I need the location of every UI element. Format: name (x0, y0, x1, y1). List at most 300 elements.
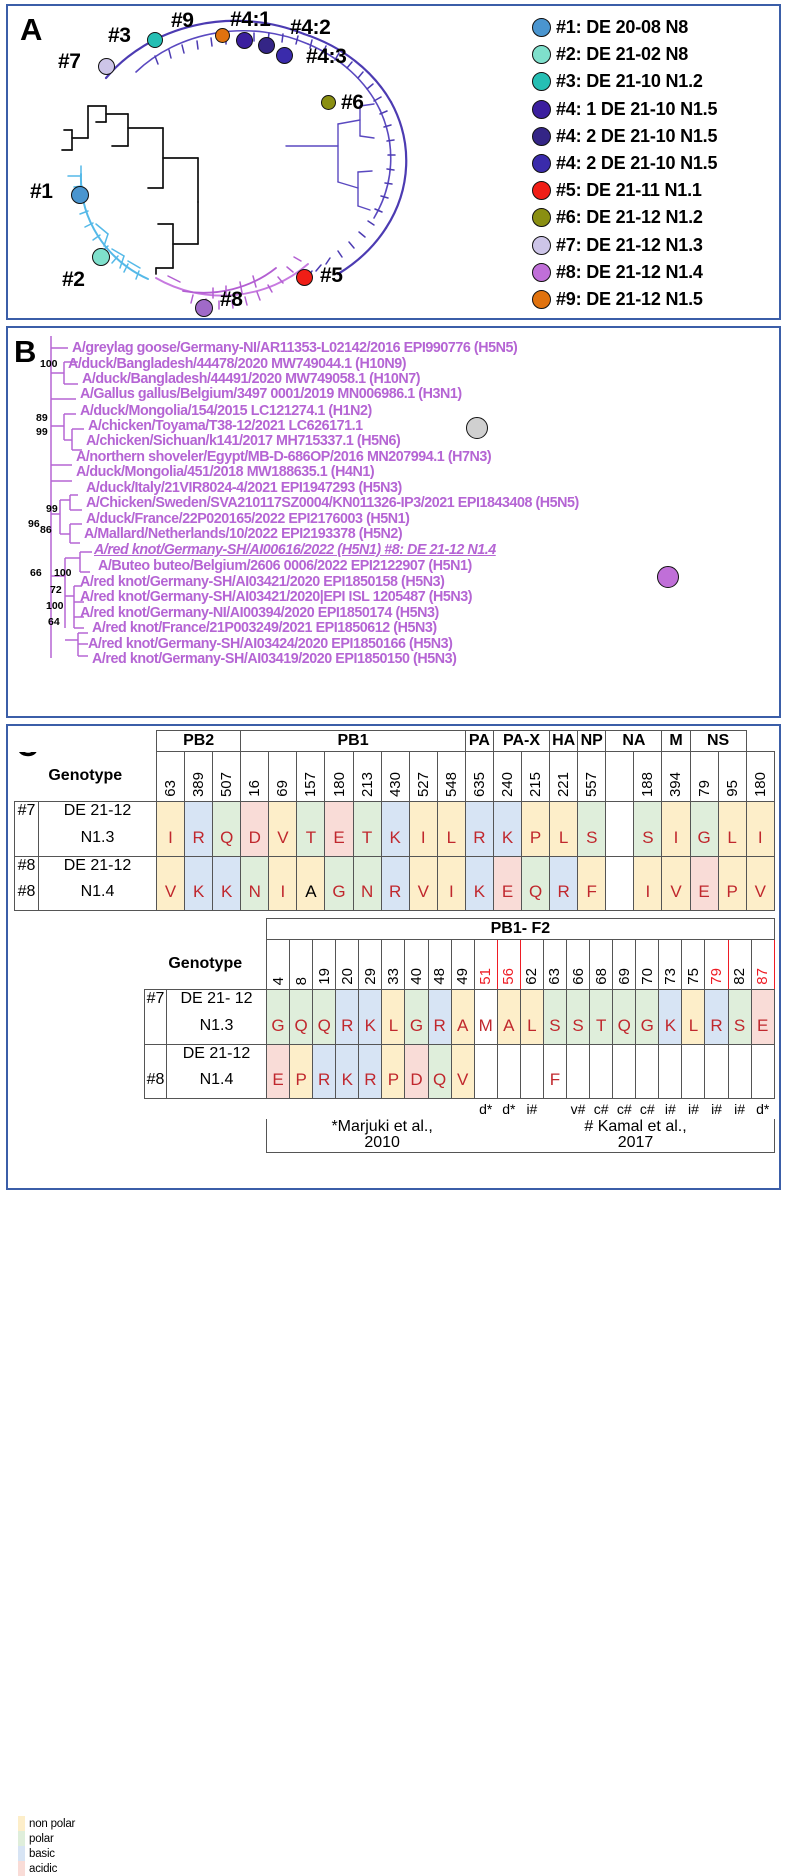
mutation-cell-bg-2 (705, 990, 728, 1009)
footnote-marker-text: i# (526, 1100, 538, 1117)
tip-dot-7 (98, 58, 115, 75)
footnote-marker (359, 1099, 382, 1119)
genotype-number: #7 (15, 802, 39, 821)
amino-acid-cell-2 (520, 1063, 543, 1099)
position-header-2 (405, 940, 428, 990)
bootstrap-value: 99 (46, 503, 58, 515)
footnote-marker (567, 1099, 590, 1119)
footnote-spacer (145, 1099, 267, 1119)
genotype-name-2-line2: N1.3 (167, 1008, 267, 1044)
segment-header: M (662, 731, 690, 752)
legend-color-dot (532, 181, 551, 200)
mutation-cell-bg (662, 856, 690, 875)
legend-item (532, 286, 717, 313)
taxon-label: A/chicken/Toyama/T38-12/2021 LC626171.1 (88, 418, 363, 434)
footnote-marker-text: c# (593, 1100, 609, 1117)
position-header-2 (659, 940, 682, 990)
position-number-2: 75 (684, 968, 702, 985)
tip-dot-5 (296, 269, 313, 286)
position-number-2: 70 (638, 968, 656, 985)
amino-acid-cell-2: E (751, 1008, 774, 1044)
mutation-cell-bg (213, 856, 241, 875)
tip-label-8: #8 (220, 288, 243, 311)
tip-label-7: #7 (58, 50, 81, 73)
property-key-label: acidic (29, 1862, 58, 1875)
mutation-cell-bg-2 (267, 990, 290, 1009)
pb1f2-row-bottom (145, 1008, 775, 1044)
reference-kamal (497, 1119, 774, 1153)
bootstrap-value: 72 (50, 584, 62, 596)
position-header (269, 752, 297, 802)
mutation-cell-bg-2 (659, 990, 682, 1009)
position-header (409, 752, 437, 802)
amino-acid-cell: N (241, 875, 269, 911)
genotype-header: Genotype (15, 752, 157, 802)
position-number-2: 4 (269, 976, 287, 985)
bootstrap-value: 66 (30, 567, 42, 579)
mutation-cell-bg (606, 856, 634, 875)
genotype-legend (532, 14, 717, 313)
mutation-cell-bg (662, 802, 690, 821)
legend-label: #4: 2 DE 21-10 N1.5 (556, 153, 718, 174)
amino-acid-cell: G (325, 875, 353, 911)
mutation-cell-bg (634, 856, 662, 875)
legend-color-dot (532, 127, 551, 146)
footnote-marker-text: i# (664, 1100, 676, 1117)
genotype-number-4: #8 (145, 1063, 167, 1099)
reference-kamal-line2: 2017 (617, 1134, 654, 1152)
amino-acid-cell: E (690, 875, 718, 911)
bootstrap-value: 89 (36, 412, 48, 424)
footnote-marker (705, 1099, 728, 1119)
position-header-2 (451, 940, 474, 990)
mutation-cell-bg (437, 802, 465, 821)
amino-acid-cell-2: G (405, 1008, 428, 1044)
position-header (690, 752, 718, 802)
position-header (297, 752, 325, 802)
position-number: 394 (667, 771, 685, 797)
bootstrap-value: 100 (46, 600, 64, 612)
tip-dot-4-3 (276, 47, 293, 64)
genotype-name-line2: N1.4 (39, 875, 157, 911)
genotype-number-4 (145, 1008, 167, 1044)
mutation-cell-bg (409, 802, 437, 821)
tip-label-4-2: #4:2 (290, 16, 331, 39)
property-key-item (18, 1831, 75, 1846)
amino-acid-cell: S (578, 820, 606, 856)
segment-header: NP (578, 731, 606, 752)
footnote-marker (728, 1099, 751, 1119)
mutation-cell-bg-2 (682, 1044, 705, 1063)
mutation-cell-bg (465, 856, 493, 875)
position-number-2: 29 (361, 968, 379, 985)
mutation-cell-bg-2 (336, 990, 359, 1009)
position-header-2 (636, 940, 659, 990)
position-header-2 (590, 940, 613, 990)
footnote-marker-text: i# (711, 1100, 722, 1117)
property-key-swatch (18, 1861, 25, 1876)
reference-row (145, 1119, 775, 1153)
footnote-marker (659, 1099, 682, 1119)
mutation-cell-bg-2 (405, 1044, 428, 1063)
legend-color-dot (532, 290, 551, 309)
mutation-cell-bg (269, 856, 297, 875)
amino-acid-cell-2: P (290, 1063, 313, 1099)
segment-header: NS (690, 731, 746, 752)
footnote-marker (590, 1099, 613, 1119)
position-header-2 (751, 940, 774, 990)
mutation-cell-bg-2 (382, 990, 405, 1009)
legend-item (532, 232, 717, 259)
position-number: 157 (302, 771, 320, 797)
amino-acid-cell-2: K (659, 1008, 682, 1044)
mutation-cell-bg-2 (405, 990, 428, 1009)
amino-acid-cell: I (634, 875, 662, 911)
mutation-cell-bg-2 (590, 990, 613, 1009)
bootstrap-value: 100 (54, 567, 72, 579)
amino-acid-cell-2: A (451, 1008, 474, 1044)
position-header-row (15, 752, 775, 802)
mutation-cell-bg-2 (728, 1044, 751, 1063)
amino-acid-cell-2: S (728, 1008, 751, 1044)
position-header-2 (613, 940, 636, 990)
legend-label: #1: DE 20-08 N8 (556, 17, 689, 38)
amino-acid-cell: G (690, 820, 718, 856)
bootstrap-value: 99 (36, 426, 48, 438)
tip-label-2: #2 (62, 268, 85, 291)
property-key-swatch (18, 1816, 25, 1831)
taxon-label: A/red knot/Germany-NI/AI00394/2020 EPI1850174 (H5N3) (80, 605, 439, 621)
position-header (213, 752, 241, 802)
footnote-marker (451, 1099, 474, 1119)
position-number: 213 (358, 771, 376, 797)
tip-dot-6 (321, 95, 336, 110)
taxon-label: A/Chicken/Sweden/SVA210117SZ0004/KN011326-IP3/2021 EPI1843408 (H5N5) (86, 495, 579, 511)
amino-acid-cell: L (550, 820, 578, 856)
amino-acid-cell-2 (474, 1063, 497, 1099)
amino-acid-cell-2: Q (290, 1008, 313, 1044)
position-number: 63 (162, 780, 180, 797)
amino-acid-cell: I (409, 820, 437, 856)
mutation-cell-bg (241, 802, 269, 821)
genotype-name-line1: DE 21-12 (39, 856, 157, 875)
position-number: 188 (639, 771, 657, 797)
mutation-cell-bg-2 (474, 990, 497, 1009)
position-header-2 (267, 940, 290, 990)
footnote-marker-text: v# (570, 1100, 586, 1117)
bootstrap-value: 96 (28, 518, 40, 530)
mutation-cell-bg (522, 856, 550, 875)
panel-b (6, 326, 781, 718)
taxon-label: A/duck/Bangladesh/44491/2020 MW749058.1 (H10N7) (82, 371, 421, 387)
genotype-name-line1: DE 21-12 (39, 802, 157, 821)
amino-acid-cell-2: G (267, 1008, 290, 1044)
legend-color-dot (532, 236, 551, 255)
genotype-number-2 (15, 820, 39, 856)
amino-acid-cell-2 (682, 1063, 705, 1099)
tip-dot-9 (215, 28, 230, 43)
mutation-cell-bg (465, 802, 493, 821)
property-key-swatch (18, 1846, 25, 1861)
property-key-swatch (18, 1831, 25, 1846)
mutation-cell-bg-2 (636, 1044, 659, 1063)
reference-marjuki-line1: *Marjuki et al., (331, 1117, 433, 1135)
mutation-cell-bg (185, 802, 213, 821)
mutation-cell-bg-2 (728, 990, 751, 1009)
amino-acid-cell (606, 820, 634, 856)
position-number: 548 (442, 771, 460, 797)
position-header (522, 752, 550, 802)
mutation-cell-bg-2 (359, 1044, 382, 1063)
property-key-label: basic (29, 1847, 55, 1860)
mutation-cell-bg (241, 856, 269, 875)
mutation-cell-bg-2 (497, 990, 520, 1009)
legend-label: #4: 2 DE 21-10 N1.5 (556, 125, 718, 146)
footnote-marker (474, 1099, 497, 1119)
amino-acid-cell: E (493, 875, 521, 911)
tip-label-4-1: #4:1 (230, 8, 271, 31)
taxon-label: A/Gallus gallus/Belgium/3497 0001/2019 MN006986.1 (H3N1) (80, 386, 462, 402)
position-number-2: 20 (338, 968, 356, 985)
tip-dot-2 (92, 248, 110, 266)
genotype-row-bottom (15, 875, 775, 911)
amino-acid-cell: I (437, 875, 465, 911)
amino-acid-cell-2 (751, 1063, 774, 1099)
position-header (185, 752, 213, 802)
position-header-2 (336, 940, 359, 990)
position-number-2: 8 (292, 976, 310, 985)
footnote-marker (543, 1099, 566, 1119)
legend-label: #3: DE 21-10 N1.2 (556, 71, 703, 92)
legend-item (532, 123, 717, 150)
position-header (353, 752, 381, 802)
footnote-marker-text: i# (687, 1100, 699, 1117)
position-header-2 (474, 940, 497, 990)
amino-acid-cell-2: R (313, 1063, 336, 1099)
amino-acid-cell: T (353, 820, 381, 856)
mutation-cell-bg-2 (705, 1044, 728, 1063)
tip-label-9: #9 (171, 9, 194, 32)
taxon-label: A/duck/Mongolia/451/2018 MW188635.1 (H4N1) (76, 464, 375, 480)
position-header-2 (543, 940, 566, 990)
legend-item (532, 96, 717, 123)
tip-label-3: #3 (108, 24, 131, 47)
mutation-cell-bg (185, 856, 213, 875)
mutation-cell-bg-2 (543, 990, 566, 1009)
amino-acid-cell-2: R (428, 1008, 451, 1044)
segment-header: PB1 (241, 731, 466, 752)
mutation-cell-bg-2 (474, 1044, 497, 1063)
footnote-marker (636, 1099, 659, 1119)
footnote-marker (497, 1099, 520, 1119)
mutation-cell-bg (634, 802, 662, 821)
bootstrap-value: 86 (40, 524, 52, 536)
position-number-2: 68 (592, 968, 610, 985)
footnote-marker (682, 1099, 705, 1119)
footnote-marker-text: d* (502, 1100, 516, 1117)
amino-acid-cell: I (662, 820, 690, 856)
genotype-row-top (15, 802, 775, 821)
legend-label: #6: DE 21-12 N1.2 (556, 207, 703, 228)
mutation-cell-bg-2 (290, 1044, 313, 1063)
position-number: 180 (330, 771, 348, 797)
amino-acid-cell-2 (705, 1063, 728, 1099)
mutation-cell-bg-2 (520, 1044, 543, 1063)
amino-acid-cell-2: S (543, 1008, 566, 1044)
amino-acid-cell: T (297, 820, 325, 856)
mutation-cell-bg (297, 856, 325, 875)
footnote-marker-text: c# (639, 1100, 655, 1117)
bootstrap-value: 100 (40, 358, 58, 370)
footnote-marker (313, 1099, 336, 1119)
mutation-cell-bg (550, 802, 578, 821)
taxon-label: A/Buteo buteo/Belgium/2606 0006/2022 EPI2122907 (H5N1) (98, 558, 472, 574)
segment-header-row (15, 731, 775, 752)
mutation-cell-bg-2 (428, 1044, 451, 1063)
amino-acid-cell: I (746, 820, 774, 856)
mutation-cell-bg-2 (451, 1044, 474, 1063)
position-number-2: 62 (523, 968, 541, 985)
position-header-2 (428, 940, 451, 990)
legend-label: #2: DE 21-02 N8 (556, 44, 689, 65)
genotype-number: #8 (15, 856, 39, 875)
amino-acid-cell: Q (522, 875, 550, 911)
mutation-cell-bg (353, 802, 381, 821)
footnote-marker (613, 1099, 636, 1119)
mutation-cell-bg-2 (613, 990, 636, 1009)
position-number-2: 19 (315, 968, 333, 985)
position-number-2: 73 (661, 968, 679, 985)
property-key-label: non polar (29, 1817, 76, 1830)
tip-dot-3 (147, 32, 163, 48)
legend-color-dot (532, 18, 551, 37)
legend-color-dot (532, 100, 551, 119)
mutation-cell-bg (522, 802, 550, 821)
property-key-label: polar (29, 1832, 54, 1845)
amino-acid-cell-2: G (636, 1008, 659, 1044)
mutation-cell-bg (606, 802, 634, 821)
position-header (746, 752, 774, 802)
position-number: 180 (751, 771, 769, 797)
segment-header: PA (465, 731, 493, 752)
tip-dot-4-2 (258, 37, 275, 54)
mutation-cell-bg-2 (267, 1044, 290, 1063)
mutation-cell-bg-2 (543, 1044, 566, 1063)
genotype-number-3 (145, 1044, 167, 1063)
amino-acid-cell-2: K (336, 1063, 359, 1099)
position-number: 69 (274, 780, 292, 797)
footnote-marker-text: c# (616, 1100, 632, 1117)
amino-acid-cell: S (634, 820, 662, 856)
pb1f2-position-row (145, 940, 775, 990)
amino-acid-cell-2: E (267, 1063, 290, 1099)
mutation-cell-bg (409, 856, 437, 875)
footnote-marker (428, 1099, 451, 1119)
mutation-cell-bg-2 (290, 990, 313, 1009)
mutation-cell-bg-2 (313, 1044, 336, 1063)
mutation-cell-bg (213, 802, 241, 821)
amino-acid-property-key (18, 1816, 75, 1876)
taxon-label: A/duck/Mongolia/154/2015 LC121274.1 (H1N2) (80, 403, 372, 419)
mutation-cell-bg-2 (590, 1044, 613, 1063)
position-header (437, 752, 465, 802)
mutation-cell-bg (353, 856, 381, 875)
amino-acid-cell: L (437, 820, 465, 856)
position-header-2 (497, 940, 520, 990)
legend-item (532, 14, 717, 41)
amino-acid-cell-2 (567, 1063, 590, 1099)
mutation-cell-bg-2 (567, 990, 590, 1009)
legend-label: #9: DE 21-12 N1.5 (556, 288, 703, 309)
amino-acid-cell: I (157, 820, 185, 856)
amino-acid-cell: V (746, 875, 774, 911)
amino-acid-cell-2: M (474, 1008, 497, 1044)
legend-color-dot (532, 154, 551, 173)
segment-header: PA-X (493, 731, 549, 752)
taxon-label: A/red knot/Germany-SH/AI03424/2020 EPI1850166 (H5N3) (88, 636, 453, 652)
amino-acid-cell: K (381, 820, 409, 856)
amino-acid-cell: R (550, 875, 578, 911)
position-number: 215 (527, 771, 545, 797)
genotype-number-2: #8 (15, 875, 39, 911)
amino-acid-cell-2: D (405, 1063, 428, 1099)
segment-header: PB2 (157, 731, 241, 752)
position-number: 221 (555, 771, 573, 797)
legend-color-dot (532, 263, 551, 282)
mutation-cell-bg (325, 802, 353, 821)
footnote-marker-text: d* (479, 1100, 493, 1117)
mutation-cell-bg-2 (682, 990, 705, 1009)
mutation-cell-bg (157, 802, 185, 821)
taxon-label: A/red knot/Germany-SH/AI03419/2020 EPI1850150 (H5N3) (92, 651, 457, 667)
position-header (606, 752, 634, 802)
amino-acid-cell-2 (497, 1063, 520, 1099)
spacer-cell (145, 919, 267, 940)
position-header (157, 752, 185, 802)
mutation-cell-bg (690, 802, 718, 821)
panel-b-letter: B (14, 334, 37, 369)
footnote-marker-row (145, 1099, 775, 1119)
legend-item (532, 68, 717, 95)
position-header (662, 752, 690, 802)
position-number: 557 (583, 771, 601, 797)
position-number-2: 48 (431, 968, 449, 985)
mutation-cell-bg-2 (451, 990, 474, 1009)
genotype-name-2-line1: DE 21-12 (167, 1044, 267, 1063)
amino-acid-cell: P (522, 820, 550, 856)
position-header (493, 752, 521, 802)
amino-acid-cell-2: V (451, 1063, 474, 1099)
position-number: 79 (695, 780, 713, 797)
legend-label: #7: DE 21-12 N1.3 (556, 234, 703, 255)
position-number: 430 (386, 771, 404, 797)
reference-spacer (145, 1119, 267, 1153)
segment-header: NA (606, 731, 662, 752)
taxon-label: A/red knot/Germany-SH/AI03421/2020 EPI1850158 (H5N3) (80, 574, 445, 590)
panel-a (6, 4, 781, 320)
position-header-2 (567, 940, 590, 990)
mutation-cell-bg-2 (382, 1044, 405, 1063)
tip-label-1: #1 (30, 180, 53, 203)
amino-acid-cell: Q (213, 820, 241, 856)
amino-acid-cell: A (297, 875, 325, 911)
footnote-marker (290, 1099, 313, 1119)
position-number: 95 (723, 780, 741, 797)
amino-acid-cell: I (269, 875, 297, 911)
mutation-cell-bg (381, 856, 409, 875)
amino-acid-cell-2: Q (613, 1008, 636, 1044)
genotype-name-2-line2: N1.4 (167, 1063, 267, 1099)
